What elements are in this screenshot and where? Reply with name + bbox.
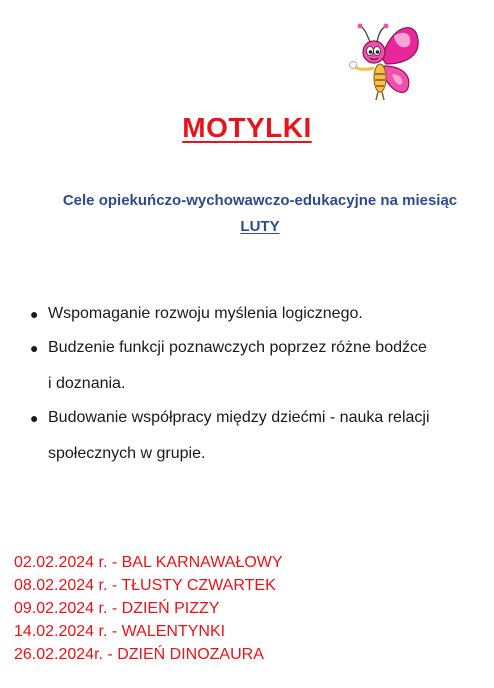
page-title <box>0 112 494 144</box>
goal-text: Budzenie funkcji poznawczych poprzez różne bodźce <box>48 339 427 356</box>
page-title-text: MOTYLKI <box>182 112 312 143</box>
bullet-icon: ● <box>30 306 39 322</box>
goals-list <box>30 302 480 476</box>
goal-item <box>30 302 480 326</box>
goal-text: Wspomaganie rozwoju myślenia logicznego. <box>48 305 363 322</box>
subtitle-text: Cele opiekuńczo-wychowawczo-edukacyjne na miesiąc <box>62 192 458 209</box>
bullet-icon: ● <box>30 340 39 356</box>
event-item: 09.02.2024 r. - DZIEŃ PIZZY <box>14 600 220 617</box>
goal-item <box>30 406 480 466</box>
goal-text: Budowanie współpracy między dziećmi - nauka relacji <box>48 409 430 426</box>
month-label: LUTY <box>240 218 280 235</box>
subtitle <box>30 188 490 240</box>
event-item: 02.02.2024 r. - BAL KARNAWAŁOWY <box>14 554 283 571</box>
event-item: 26.02.2024r. - DZIEŃ DINOZAURA <box>14 646 264 663</box>
events-list <box>14 551 283 666</box>
goal-text-continued: społecznych w grupie. <box>48 445 206 462</box>
event-item: 08.02.2024 r. - TŁUSTY CZWARTEK <box>14 577 276 594</box>
butterfly-icon <box>346 18 420 106</box>
event-item: 14.02.2024 r. - WALENTYNKI <box>14 623 226 640</box>
goal-text-continued: i doznania. <box>48 375 126 392</box>
goal-item <box>30 336 480 396</box>
bullet-icon: ● <box>30 410 39 426</box>
